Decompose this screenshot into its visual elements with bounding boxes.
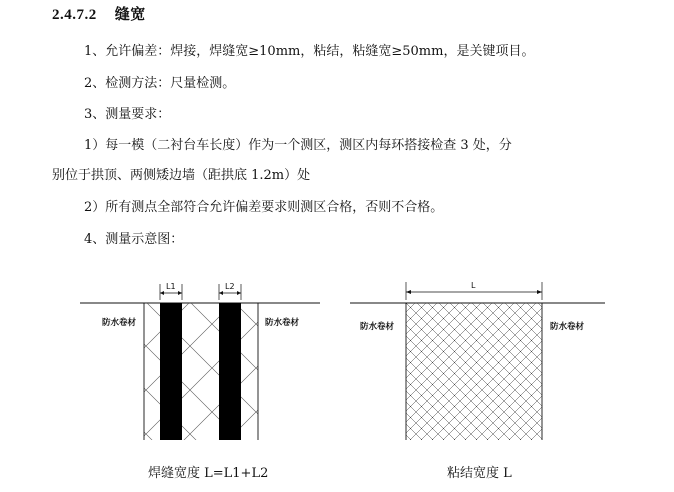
bond-width-diagram [350,280,610,449]
membrane-label-left: 防水卷材 [360,322,395,332]
membrane-label-right: 防水卷材 [550,322,585,332]
requirement-title: 3、测量要求： [84,107,171,122]
section-heading [52,3,146,24]
requirement-2: 2）所有测点全部符合允许偏差要求则测区合格，否则不合格。 [84,200,444,215]
label-l2: L2 [225,282,235,291]
method-item: 2、检测方法：尺量检测。 [84,76,236,91]
membrane-label-right: 防水卷材 [265,318,300,328]
label-l: L [471,281,476,290]
bond-width-caption: 粘结宽度 L [447,466,512,481]
section-number: 2.4.7.2 [52,7,97,23]
section-title: 缝宽 [114,7,146,23]
bond-region [406,303,542,440]
weld-strip-2 [219,303,241,440]
weld-width-caption: 焊缝宽度 L=L1+L2 [148,466,269,481]
requirement-1-line-1: 1）每一模（二衬台车长度）作为一个测区，测区内每环搭接检查 3 处，分 [84,138,512,153]
diagram-title: 4、测量示意图： [84,232,184,247]
label-l1: L1 [166,282,176,291]
weld-strip-1 [160,303,182,440]
weld-width-diagram [80,280,320,449]
tolerance-item: 1、允许偏差：焊接，焊缝宽≥10mm，粘结，粘缝宽≥50mm，是关键项目。 [84,44,535,59]
membrane-label-left: 防水卷材 [102,318,137,328]
requirement-1-line-2: 别位于拱顶、两侧矮边墙（距拱底 1.2m）处 [52,168,311,183]
